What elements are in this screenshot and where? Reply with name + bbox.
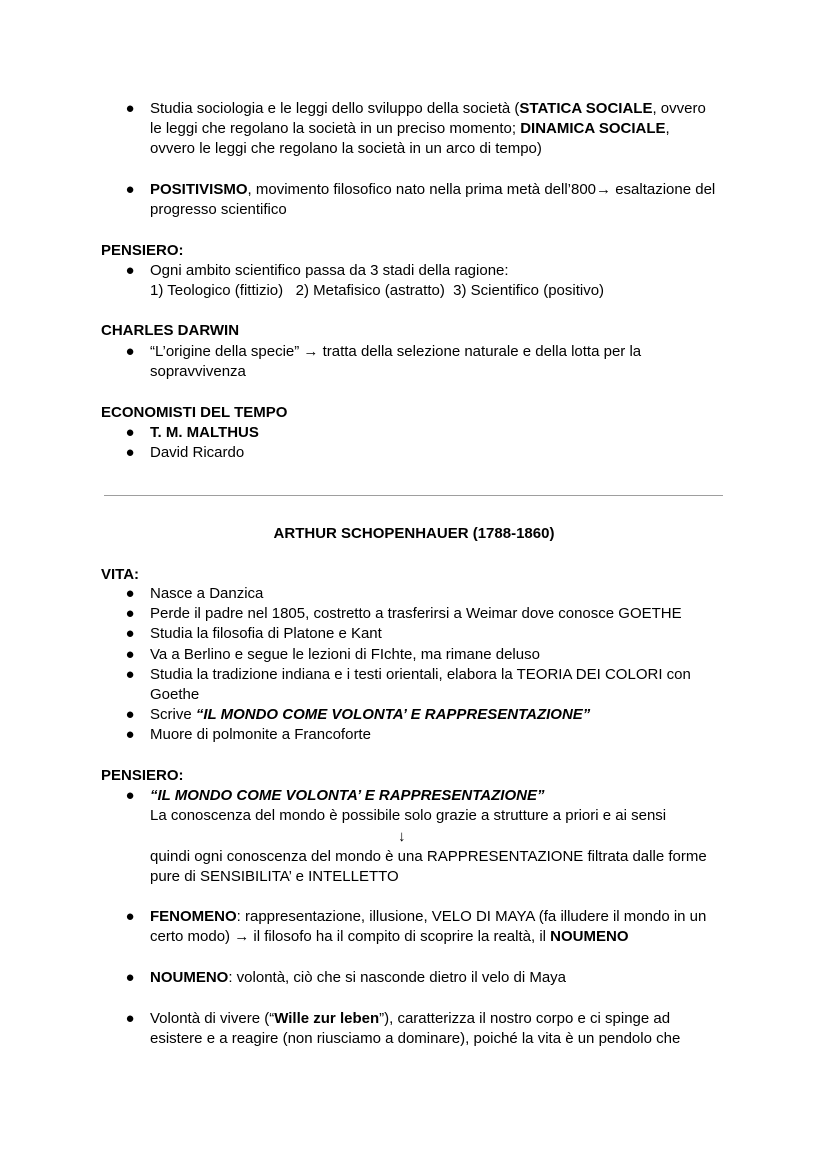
list-item <box>0 705 828 725</box>
text-line: sopravvivenza <box>150 363 246 381</box>
text-line: Perde il padre nel 1805, costretto a trasferirsi a Weimar dove conosce GOETHE <box>150 605 682 622</box>
text-line: Studia la tradizione indiana e i testi orientali, elabora la TEORIA DEI COLORI con <box>150 666 691 683</box>
down-arrow-icon: ↓ <box>398 828 406 845</box>
bullet-icon: ● <box>125 100 135 117</box>
bullet-icon: ● <box>125 666 135 683</box>
list-item <box>0 1009 828 1049</box>
section-heading: PENSIERO: <box>101 242 184 259</box>
bullet-icon: ● <box>125 646 135 663</box>
bullet-icon: ● <box>125 605 135 622</box>
section-heading: VITA: <box>101 566 140 583</box>
text-line: pure di SENSIBILITA’ e INTELLETTO <box>150 868 399 886</box>
text-line: Muore di polmonite a Francoforte <box>150 726 371 743</box>
text-line: Nasce a Danzica <box>150 585 264 602</box>
bullet-icon: ● <box>125 726 135 743</box>
section-heading: PENSIERO: <box>101 767 184 784</box>
page-title: ARTHUR SCHOPENHAUER (1788-1860) <box>273 525 555 542</box>
text-line: Scrive “IL MONDO COME VOLONTA’ E RAPPRESENTAZIONE” <box>150 706 591 723</box>
text-line: 1) Teologico (fittizio) 2) Metafisico (astratto) 3) Scientifico (positivo) <box>150 282 605 300</box>
list-item <box>0 968 828 988</box>
text-line: progresso scientifico <box>150 201 287 219</box>
bullet-icon: ● <box>125 908 135 925</box>
text-line: ovvero le leggi che regolano la società in un arco di tempo) <box>150 140 542 158</box>
text-line: Va a Berlino e segue le lezioni di FIchte, ma rimane deluso <box>150 646 540 663</box>
text-line: Goethe <box>150 686 200 704</box>
text-line: “L’origine della specie” → tratta della selezione naturale e della lotta per la <box>150 343 642 360</box>
bullet-icon: ● <box>125 706 135 723</box>
list-item <box>0 645 828 665</box>
bullet-icon: ● <box>125 262 135 279</box>
list-item <box>0 180 828 220</box>
text-line: le leggi che regolano la società in un preciso momento; DINAMICA SOCIALE, <box>150 120 670 138</box>
section-heading: ECONOMISTI DEL TEMPO <box>101 404 288 421</box>
text-line: La conoscenza del mondo è possibile solo grazie a strutture a priori e ai sensi <box>150 807 667 825</box>
text-line: Studia sociologia e le leggi dello sviluppo della società (STATICA SOCIALE, ovvero <box>150 100 706 117</box>
down-arrow-line <box>0 827 828 847</box>
list-item <box>0 907 828 947</box>
bullet-icon: ● <box>125 444 135 461</box>
list-item <box>0 725 828 745</box>
list-item <box>0 624 828 644</box>
bullet-icon: ● <box>125 625 135 642</box>
bullet-icon: ● <box>125 424 135 441</box>
list-item <box>0 423 828 443</box>
text-line: Studia la filosofia di Platone e Kant <box>150 625 382 642</box>
list-item-continuation <box>0 847 828 887</box>
text-line: quindi ogni conoscenza del mondo è una RAPPRESENTAZIONE filtrata dalle forme <box>150 848 707 865</box>
list-item <box>0 443 828 463</box>
list-item <box>0 665 828 705</box>
text-line: Ogni ambito scientifico passa da 3 stadi della ragione: <box>150 262 509 279</box>
text-line: David Ricardo <box>150 444 245 461</box>
list-item <box>0 261 828 301</box>
text-line: NOUMENO: volontà, ciò che si nasconde dietro il velo di Maya <box>150 969 567 986</box>
bullet-icon: ● <box>125 969 135 986</box>
bullet-icon: ● <box>125 787 135 804</box>
list-item <box>0 584 828 604</box>
text-line: certo modo) → il filosofo ha il compito di scoprire la realtà, il NOUMENO <box>150 928 629 946</box>
bullet-icon: ● <box>125 181 135 198</box>
text-line: FENOMENO: rappresentazione, illusione, VELO DI MAYA (fa illudere il mondo in un <box>150 908 707 925</box>
text-line: T. M. MALTHUS <box>150 424 259 441</box>
list-item <box>0 99 828 160</box>
text-line: Volontà di vivere (“Wille zur leben”), caratterizza il nostro corpo e ci spinge ad <box>150 1010 671 1027</box>
list-item <box>0 342 828 382</box>
list-item <box>0 604 828 624</box>
text-line: POSITIVISMO, movimento filosofico nato nella prima metà dell’800→ esaltazione del <box>150 181 716 198</box>
bullet-icon: ● <box>125 1010 135 1027</box>
bullet-icon: ● <box>125 585 135 602</box>
text-line: “IL MONDO COME VOLONTA’ E RAPPRESENTAZIONE” <box>150 787 545 804</box>
list-item <box>0 786 828 826</box>
text-line: esistere e a reagire (non riusciamo a dominare), poiché la vita è un pendolo che <box>150 1030 681 1048</box>
bullet-icon: ● <box>125 343 135 360</box>
section-heading: CHARLES DARWIN <box>101 322 240 339</box>
horizontal-divider <box>104 495 723 496</box>
